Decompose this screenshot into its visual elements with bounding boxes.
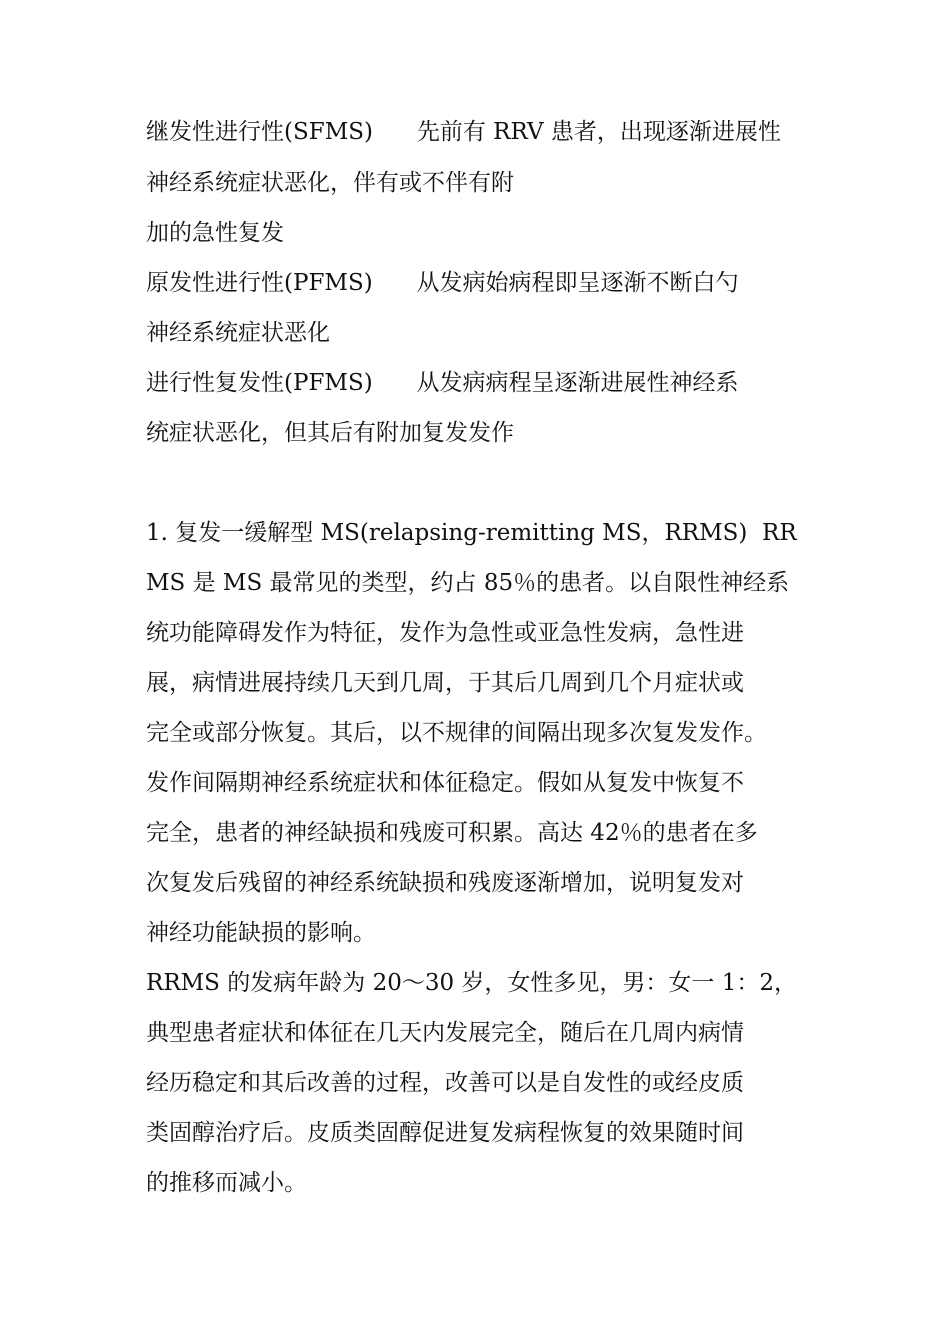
text-line: 继发性进行性(SFMS) 先前有 RRV 患者，出现逐渐进展性 (146, 119, 781, 145)
text-line: 神经功能缺损的影响。 (146, 920, 376, 946)
text-line: 进行性复发性(PFMS) 从发病病程呈逐渐进展性神经系 (146, 370, 739, 396)
text-line: 次复发后残留的神经系统缺损和残废逐渐增加，说明复发对 (146, 870, 744, 896)
text-line: 的推移而减小。 (146, 1170, 307, 1196)
text-line: 神经系统症状恶化 (146, 320, 330, 346)
text-line: 发作间隔期神经系统症状和体征稳定。假如从复发中恢复不 (146, 770, 744, 796)
text-line: MS 是 MS 最常见的类型，约占 85％的患者。以自限性神经系 (146, 570, 790, 596)
text-line: 类固醇治疗后。皮质类固醇促进复发病程恢复的效果随时间 (146, 1120, 744, 1146)
text-line: 经历稳定和其后改善的过程，改善可以是自发性的或经皮质 (146, 1070, 744, 1096)
text-line: 展，病情进展持续几天到几周，于其后几周到几个月症状或 (146, 670, 744, 696)
text-line: 1. 复发一缓解型 MS(relapsing-remitting MS，RRMS) RR (146, 520, 797, 546)
text-line: 完全或部分恢复。其后，以不规律的间隔出现多次复发发作。 (146, 720, 767, 746)
text-line: 统功能障碍发作为特征，发作为急性或亚急性发病，急性进 (146, 620, 744, 646)
text-line: 神经系统症状恶化，伴有或不伴有附 (146, 170, 514, 196)
text-line: 加的急性复发 (146, 220, 284, 246)
text-line: 统症状恶化，但其后有附加复发发作 (146, 420, 514, 446)
text-line: 典型患者症状和体征在几天内发展完全，随后在几周内病情 (146, 1020, 744, 1046)
text-line: 完全，患者的神经缺损和残废可积累。高达 42％的患者在多 (146, 820, 758, 846)
text-line: RRMS 的发病年龄为 20～30 岁，女性多见，男：女一 1：2， (146, 970, 797, 996)
text-line: 原发性进行性(PFMS) 从发病始病程即呈逐渐不断白勺 (146, 270, 739, 296)
